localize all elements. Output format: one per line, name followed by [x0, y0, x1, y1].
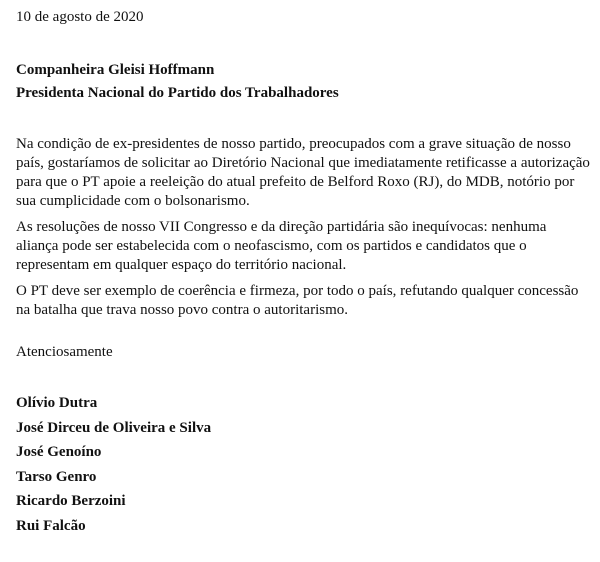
body-paragraph: O PT deve ser exemplo de coerência e firmeza, por todo o país, refutando qualquer concessão na batalha que trava nosso povo contra o autoritarismo.: [16, 283, 579, 318]
body-paragraph: As resoluções de nosso VII Congresso e da direção partidária são inequívocas: nenhuma aliança pode ser estabelecida com o neofascismo, com os partidos e candidatos que o representam em qualquer espaço do território nacional.: [16, 219, 547, 273]
addressee-name: Companheira Gleisi Hoffmann: [16, 62, 215, 78]
signatory-name: José Genoíno: [16, 444, 102, 461]
signatory-name: Olívio Dutra: [16, 395, 98, 411]
body-paragraph: Na condição de ex-presidentes de nosso partido, preocupados com a grave situação de nosso país, gostaríamos de solicitar ao Diretório Nacional que imediatamente retificasse a autorização para que o PT apoie a reeleição do atual prefeito de Belford Roxo (RJ), do MDB, notório por sua cumplicidade com o bolsonarismo.: [16, 136, 590, 209]
addressee-title: Presidenta Nacional do Partido dos Trabalhadores: [16, 85, 339, 101]
signatory-list: [16, 391, 211, 539]
letter-body: [16, 135, 592, 327]
signatory-name: Ricardo Berzoini: [16, 493, 126, 510]
letter-date: 10 de agosto de 2020: [16, 9, 144, 25]
addressee-block: [16, 59, 339, 105]
signatory-name: Rui Falcão: [16, 517, 86, 534]
signatory-name: José Dirceu de Oliveira e Silva: [16, 419, 212, 436]
letter-closing: Atenciosamente: [16, 344, 113, 360]
signatory-name: Tarso Genro: [16, 468, 97, 485]
